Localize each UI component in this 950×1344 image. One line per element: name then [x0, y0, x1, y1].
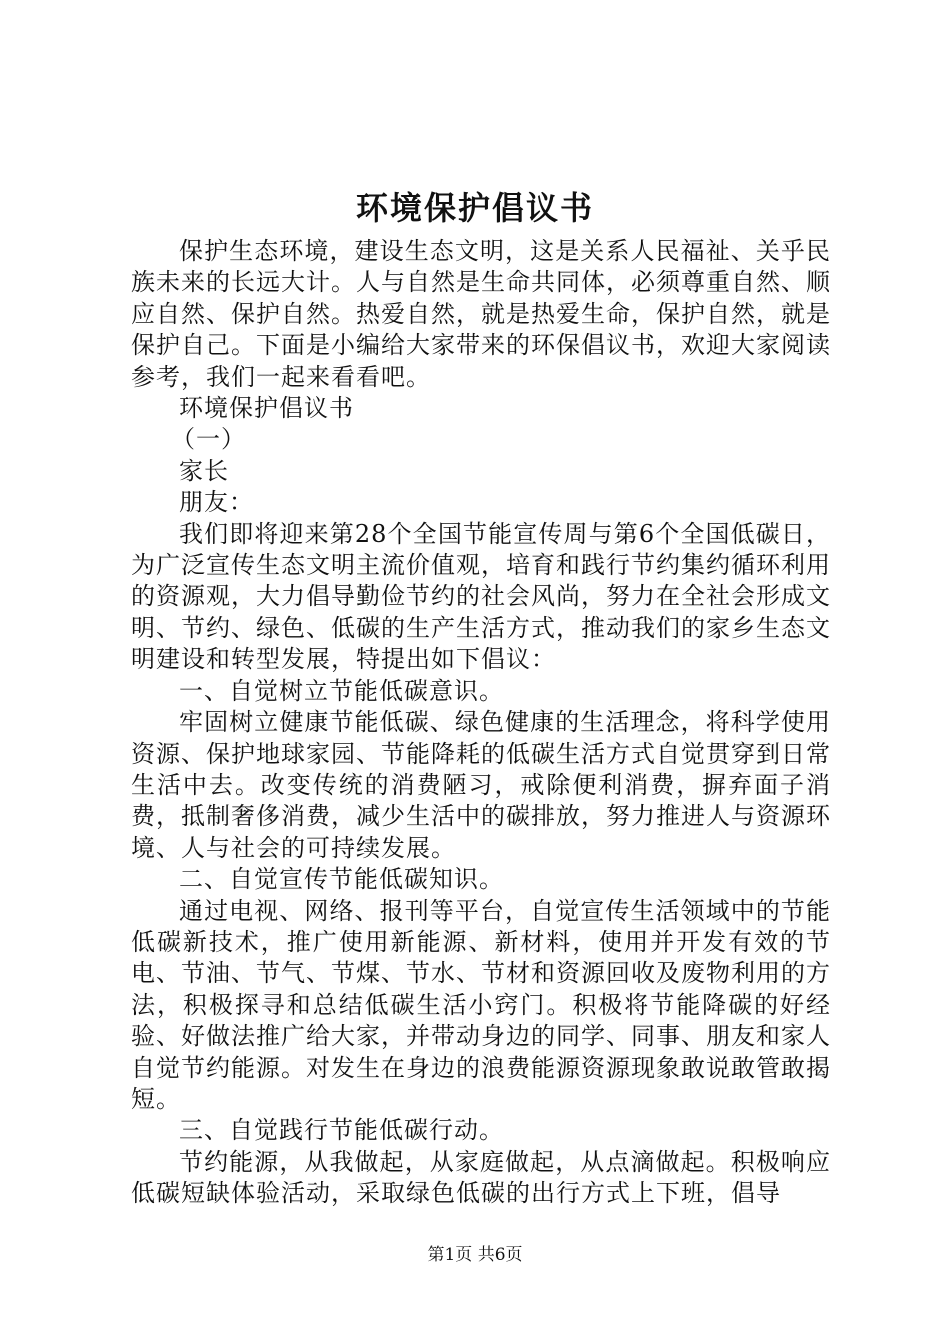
- page-footer: 第1页 共6页: [427, 1245, 523, 1265]
- body-paragraph: 节约能源，从我做起，从家庭做起，从点滴做起。积极响应低碳短缺体验活动，采取绿色低碳的出行方式上下班，倡导: [131, 1147, 831, 1208]
- point-heading-2: 二、自觉宣传节能低碳知识。: [179, 865, 504, 894]
- point-heading-3: 三、自觉践行节能低碳行动。: [179, 1116, 504, 1145]
- salutation-line-1: 家长: [179, 456, 229, 485]
- body-paragraph: 通过电视、网络、报刊等平台，自觉宣传生活领域中的节能低碳新技术，推广使用新能源、新材料，使用并开发有效的节电、节油、节气、节煤、节水、节材和资源回收及废物利用的方法，积极探寻和总结低碳生活小窍门。积极将节能降碳的好经验、好做法推广给大家，并带动身边的同学、同事、朋友和家人自觉节约能源。对发生在身边的浪费能源资源现象敢说敢管敢揭短。: [131, 896, 831, 1113]
- document-title: 环境保护倡议书: [355, 189, 594, 227]
- section-number: （一）: [171, 425, 246, 454]
- body-paragraph: 我们即将迎来第28个全国节能宣传周与第6个全国低碳日，为广泛宣传生态文明主流价值观，培育和践行节约集约循环利用的资源观，大力倡导勤俭节约的社会风尚，努力在全社会形成文明、节约、绿色、低碳的生产生活方式，推动我们的家乡生态文明建设和转型发展，特提出如下倡议：: [131, 519, 831, 674]
- salutation-line-2: 朋友：: [179, 488, 254, 517]
- document-body: [131, 236, 831, 1210]
- section-heading: 环境保护倡议书: [179, 394, 354, 423]
- point-heading-1: 一、自觉树立节能低碳意识。: [179, 676, 504, 705]
- intro-paragraph: 保护生态环境，建设生态文明，这是关系人民福祉、关乎民族未来的长远大计。人与自然是生命共同体，必须尊重自然、顺应自然、保护自然。热爱自然，就是热爱生命，保护自然，就是保护自己。下面是小编给大家带来的环保倡议书，欢迎大家阅读参考，我们一起来看看吧。: [131, 237, 831, 391]
- body-paragraph: 牢固树立健康节能低碳、绿色健康的生活理念，将科学使用资源、保护地球家园、节能降耗的低碳生活方式自觉贯穿到日常生活中去。改变传统的消费陋习，戒除便利消费，摒弃面子消费，抵制奢侈消费，减少生活中的碳排放，努力推进人与资源环境、人与社会的可持续发展。: [131, 708, 831, 862]
